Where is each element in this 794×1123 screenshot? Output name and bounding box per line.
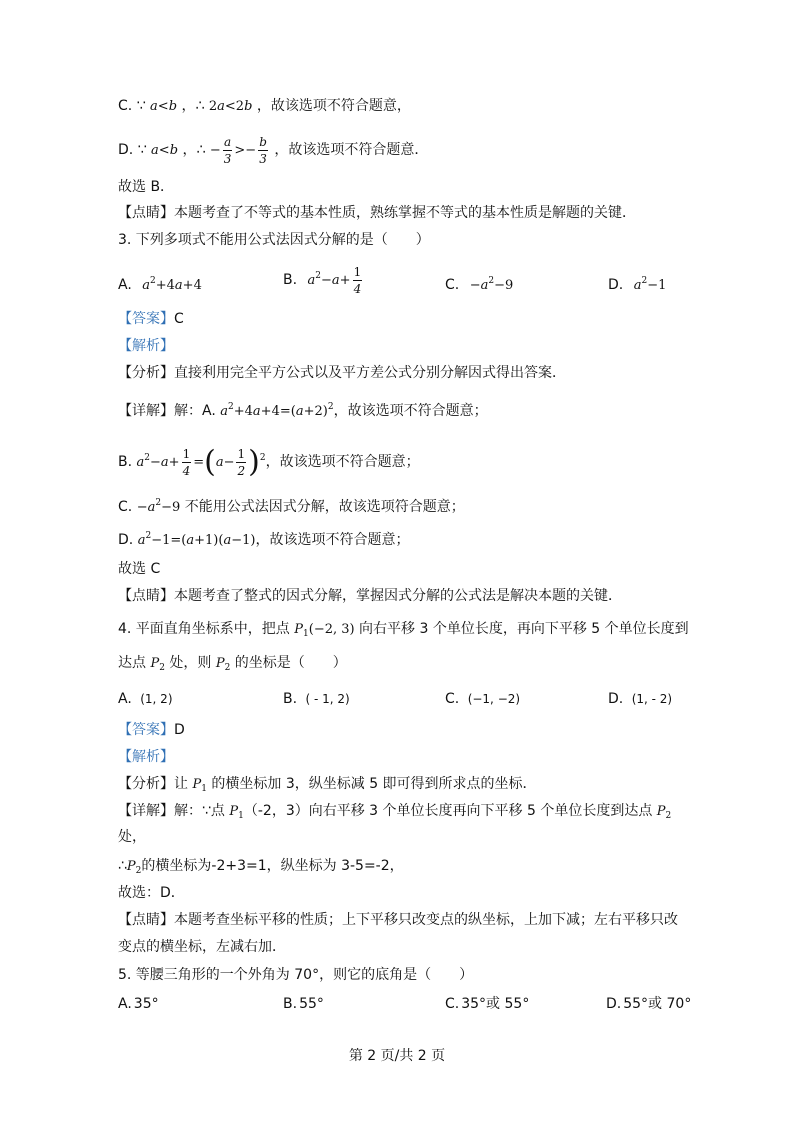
- formula: $a^2-1=(a+1)(a-1)$: [137, 531, 256, 548]
- formula: $-a^2-9$: [136, 498, 181, 515]
- formula: $P_1(-2$, 3): [294, 622, 355, 639]
- q4-option-c: C. (−1, −2): [445, 691, 521, 707]
- q4-detail-2: 处，: [118, 829, 146, 845]
- q4-fenxi: 【分析】让 $P_1$ 的横坐标加 3，纵坐标减 5 即可得到所求点的坐标．: [118, 776, 537, 794]
- formula: $P_1$: [229, 804, 244, 821]
- q3-option-d: D. $a^2-1$: [608, 276, 667, 293]
- line-c-prev: C. ∵ a<b ，∴ 2a<2b ，故该选项不符合题意，: [118, 98, 411, 114]
- q3-option-a: A. $a^2+4a+4$: [118, 276, 202, 293]
- q4-analysis-tag: 【解析】: [118, 749, 174, 765]
- q3-fenxi: 【分析】直接利用完全平方公式以及平方差公式分别分解因式得出答案．: [118, 365, 566, 381]
- formula: $a^2-a+$ $\frac{1}{4}$ =(a− $\frac{1}{2}$ )$^2$: [136, 444, 266, 480]
- formula: a<b: [150, 99, 178, 114]
- formula: $P_1$: [192, 777, 207, 794]
- q3-option-b: B. $a^2-a+$ $\frac{1}{4}$: [283, 264, 364, 297]
- q4-option-b: B. ( - 1, 2): [283, 691, 350, 707]
- q4-stem-2: 达点 $P_2$ 处，则 $P_2$ 的坐标是（ ）: [118, 655, 347, 673]
- q3-detail-a: 【详解】解：A. $a^2+4a+4=(a+2)^2$，故该选项不符合题意；: [118, 402, 488, 419]
- q5-stem: 5. 等腰三角形的一个外角为 70°，则它的底角是（ ）: [118, 967, 474, 983]
- q4-answer: 【答案】D: [118, 722, 185, 738]
- q4-note-1: 【点睛】本题考查坐标平移的性质；上下平移只改变点的纵坐标，上加下减；左右平移只改: [118, 912, 678, 928]
- formula: $P_2$: [215, 656, 231, 673]
- formula: $P_2$: [126, 859, 142, 876]
- q3-detail-b: B. $a^2-a+$ $\frac{1}{4}$ =(a− $\frac{1}{2}$ )$^2$，故该选项不符合题意；: [118, 444, 420, 480]
- formula: $a^2-1$: [633, 276, 667, 293]
- q4-choose: 故选：D．: [118, 885, 185, 901]
- q5-option-c: C. 35°或 55°: [445, 996, 530, 1012]
- q4-stem-1: 4. 平面直角坐标系中，把点 $P_1(-2$, 3) 向右平移 3 个单位长度，再向下平移 5 个单位长度到: [118, 621, 689, 639]
- q5-option-a: A. 35°: [118, 996, 159, 1012]
- page-footer: 第 2 页/共 2 页: [348, 1048, 446, 1064]
- formula: 2a<2b: [208, 99, 253, 114]
- q4-detail-1: 【详解】解：∵点 $P_1(-2$，3）向右平移 3 个单位长度再向下平移 5 个单位长度到达点 $P_2$: [118, 803, 672, 821]
- q3-detail-d: D. $a^2-1=(a+1)(a-1)$，故该选项不符合题意；: [118, 531, 410, 548]
- q3-answer: 【答案】C: [118, 311, 184, 327]
- q5-option-d: D. 55°或 70°: [606, 996, 692, 1012]
- formula: $a^2+4a+4=(a+2)^2$: [220, 402, 334, 419]
- q3-note: 【点睛】本题考查了整式的因式分解，掌握因式分解的公式法是解决本题的关键．: [118, 588, 622, 604]
- q4-note-2: 变点的横坐标，左减右加．: [118, 939, 286, 955]
- formula: $-a^2-9$: [469, 276, 514, 293]
- q3-stem: 3. 下列多项式不能用公式法因式分解的是（ ）: [118, 232, 430, 248]
- formula: $P_2$: [150, 656, 165, 673]
- choose-b: 故选 B．: [118, 179, 175, 195]
- q3-choose: 故选 C: [118, 561, 161, 577]
- formula: $a^2+4a+4$: [142, 276, 202, 293]
- formula: $P_2$: [656, 804, 672, 821]
- q3-analysis-tag: 【解析】: [118, 338, 174, 354]
- q4-option-d: D. (1, - 2): [608, 691, 673, 707]
- q4-detail-3: $\therefore P_2$的横坐标为-2+3=1，纵坐标为 3-5=-2，: [118, 858, 404, 876]
- note-1: 【点睛】本题考查了不等式的基本性质，熟练掌握不等式的基本性质是解题的关键．: [118, 205, 636, 221]
- q3-option-c: C. $-a^2-9$: [445, 276, 514, 293]
- formula: a<b: [151, 143, 179, 158]
- formula: − $\frac{a}{3}$ >− $\frac{b}{3}$: [209, 135, 267, 166]
- formula: $a^2-a+$ $\frac{1}{4}$: [307, 265, 362, 296]
- q4-option-a: A. (1, 2): [118, 691, 173, 707]
- q3-detail-c: C. $-a^2-9$ 不能用公式法因式分解，故该选项符合题意；: [118, 498, 465, 515]
- line-d-prev: D. ∵ a<b ，∴ − $\frac{a}{3}$ >− $\frac{b}{3}$ ，故该选项不符合题意．: [118, 135, 429, 166]
- q5-option-b: B. 55°: [283, 996, 324, 1012]
